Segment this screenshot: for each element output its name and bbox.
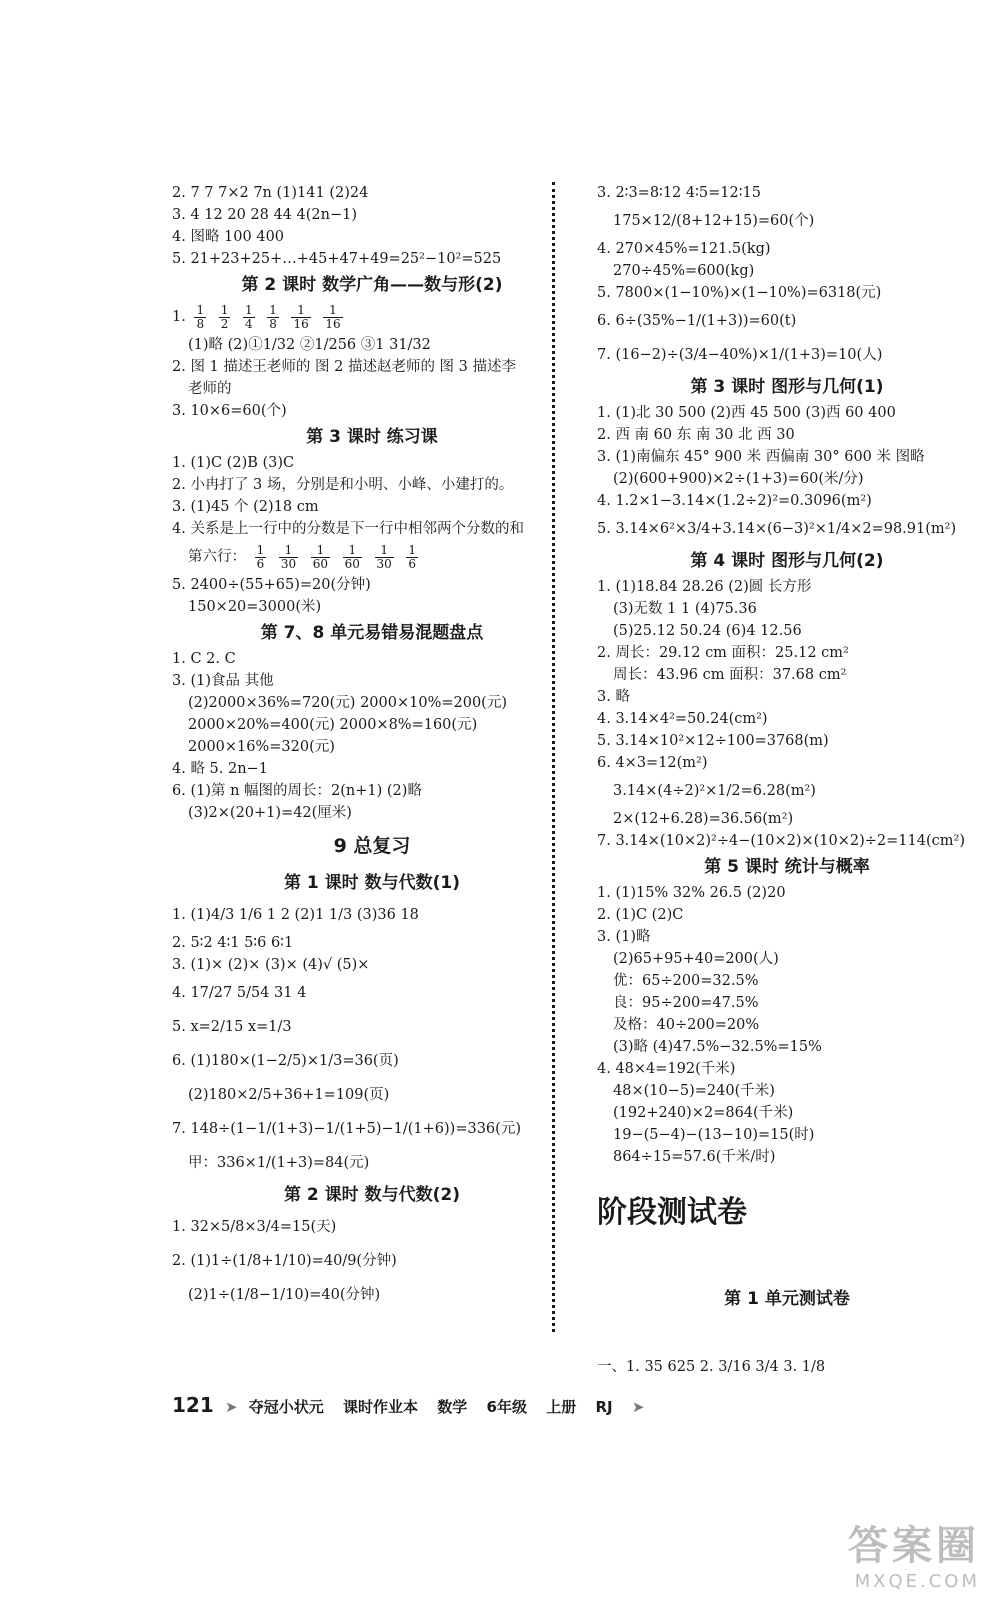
fraction xyxy=(375,544,394,571)
chapter-heading: 9 总复习 xyxy=(333,835,411,857)
denominator: 60 xyxy=(312,556,329,571)
answer-line xyxy=(172,300,572,334)
answer-line: 甲：336×1/(1+3)=84(元) xyxy=(188,1155,370,1171)
answer-line: 270÷45%=600(kg) xyxy=(613,263,755,279)
answer-line: 2. 图 1 描述王老师的 图 2 描述赵老师的 图 3 描述李 xyxy=(172,359,516,375)
numerator: 1 xyxy=(244,302,253,317)
answer-line: (2)180×2/5+36+1=109(页) xyxy=(188,1087,390,1103)
answer-line: (5)25.12 50.24 (6)4 12.56 xyxy=(613,623,802,639)
answer-line: (2)(600+900)×2÷(1+3)=60(米/分) xyxy=(613,471,864,487)
footer-grade: 6年级 xyxy=(486,1398,527,1416)
fraction xyxy=(267,304,279,331)
numerator: 1 xyxy=(311,544,330,558)
answer-line: 3. (1)南偏东 45° 900 米 西偏南 30° 600 米 图略 xyxy=(597,449,925,465)
arrow-icon: ➤ xyxy=(224,1398,238,1416)
lesson-heading: 第 5 课时 统计与概率 xyxy=(704,857,870,877)
numerator: 1 xyxy=(269,302,277,317)
answer-line: 5. 2400÷(55+65)=20(分钟) xyxy=(172,577,371,593)
fraction xyxy=(219,304,231,331)
answer-line: 3. (1)45 个 (2)18 cm xyxy=(172,499,319,515)
numerator: 1 xyxy=(408,542,417,557)
answer-line: (3)略 (4)47.5%−32.5%=15% xyxy=(613,1039,822,1055)
answer-line: 2. 周长：29.12 cm 面积：25.12 cm² xyxy=(597,645,849,661)
answer-line: 5. x=2/15 x=1/3 xyxy=(172,1019,292,1035)
answer-line: 2. 7 7 7×2 7n (1)141 (2)24 xyxy=(172,185,369,201)
denominator: 30 xyxy=(376,556,392,571)
spacer xyxy=(597,1248,977,1284)
answer-line: 150×20=3000(米) xyxy=(188,599,322,615)
fraction xyxy=(243,304,255,331)
fraction xyxy=(311,544,330,571)
answer-line: 4. 1.2×1−3.14×(1.2÷2)²=0.3096(m²) xyxy=(597,493,872,509)
answer-line: (1)略 (2)①1/32 ②1/256 ③1 31/32 xyxy=(188,337,431,353)
denominator: 30 xyxy=(280,556,297,571)
answer-line: 1. (1)18.84 28.26 (2)圆 长方形 xyxy=(597,579,812,595)
numerator: 1 xyxy=(279,544,298,558)
answer-line: (2)2000×36%=720(元) 2000×10%=200(元) xyxy=(188,695,507,711)
denominator: 4 xyxy=(244,316,253,331)
denominator: 60 xyxy=(344,556,360,571)
answer-line: 2. 小冉打了 3 场，分别是和小明、小峰、小建打的。 xyxy=(172,477,514,493)
answer-line: 5. 7800×(1−10%)×(1−10%)=6318(元) xyxy=(597,285,882,301)
answer-line: (2)65+95+40=200(人) xyxy=(613,951,779,967)
fraction xyxy=(255,544,267,571)
watermark-text: 答案圈 xyxy=(848,1523,980,1569)
lesson-heading: 第 2 课时 数学广角——数与形(2) xyxy=(241,275,503,295)
answer-line: 1. (1)C (2)B (3)C xyxy=(172,455,295,471)
answer-line: 7. (16−2)÷(3/4−40%)×1/(1+3)=10(人) xyxy=(597,347,883,363)
denominator: 6 xyxy=(256,556,265,571)
answer-line: 3. 2∶3=8∶12 4∶5=12∶15 xyxy=(597,185,761,201)
answer-line: 3. 4 12 20 28 44 4(2n−1) xyxy=(172,207,357,223)
fraction xyxy=(343,544,362,571)
answer-prefix: 1. xyxy=(172,309,191,325)
answer-line: 7. 148÷(1−1/(1+3)−1/(1+5)−1/(1+6))=336(元) xyxy=(172,1121,521,1137)
numerator: 1 xyxy=(291,304,310,318)
numerator: 1 xyxy=(220,302,229,317)
page-footer xyxy=(172,1393,650,1417)
answer-line: 864÷15=57.6(千米/时) xyxy=(613,1149,776,1165)
footer-book: 课时作业本 xyxy=(343,1398,419,1416)
answer-line: 6. (1)180×(1−2/5)×1/3=36(页) xyxy=(172,1053,399,1069)
answer-line: 1. (1)4/3 1/6 1 2 (2)1 1/3 (3)36 18 xyxy=(172,907,419,923)
answer-line: 良：95÷200=47.5% xyxy=(613,995,759,1011)
lesson-heading: 第 3 课时 练习课 xyxy=(306,427,438,447)
answer-line: 1. C 2. C xyxy=(172,651,236,667)
right-column xyxy=(597,182,977,1384)
footer-brand: 夺冠小状元 xyxy=(248,1398,324,1416)
answer-line: 6. 4×3=12(m²) xyxy=(597,755,708,771)
denominator: 16 xyxy=(293,316,309,331)
left-column xyxy=(172,182,572,1312)
fraction xyxy=(291,304,310,331)
answer-line: 3. (1)× (2)× (3)× (4)√ (5)× xyxy=(172,957,370,973)
answer-line: 3.14×(4÷2)²×1/2=6.28(m²) xyxy=(613,783,816,799)
answer-line: 4. 关系是上一行中的分数是下一行中相邻两个分数的和 xyxy=(172,521,524,537)
answer-line: 4. 3.14×4²=50.24(cm²) xyxy=(597,711,768,727)
fraction xyxy=(406,544,418,571)
denominator: 2 xyxy=(220,316,229,331)
answer-line: 2. (1)1÷(1/8+1/10)=40/9(分钟) xyxy=(172,1253,397,1269)
answer-line: 5. 21+23+25+…+45+47+49=25²−10²=525 xyxy=(172,251,502,267)
column-divider xyxy=(552,182,555,1332)
fraction xyxy=(323,304,342,331)
denominator: 8 xyxy=(269,316,277,331)
answer-line xyxy=(172,540,572,574)
numerator: 1 xyxy=(256,542,265,557)
answer-line: 2000×16%=320(元) xyxy=(188,739,335,755)
denominator: 8 xyxy=(196,316,205,331)
answer-line: 1. (1)北 30 500 (2)西 45 500 (3)西 60 400 xyxy=(597,405,896,421)
answer-line: 7. 3.14×(10×2)²÷4−(10×2)×(10×2)÷2=114(cm²) xyxy=(597,833,965,849)
answer-line: 5. 3.14×6²×3/4+3.14×(6−3)²×1/4×2=98.91(m²) xyxy=(597,521,957,537)
watermark-logo xyxy=(848,1514,980,1592)
lesson-heading: 第 1 单元测试卷 xyxy=(724,1289,850,1309)
fraction xyxy=(279,544,298,571)
denominator: 16 xyxy=(325,316,341,331)
answer-prefix: 第六行： xyxy=(188,549,251,565)
answer-line: 3. 略 xyxy=(597,689,630,705)
answer-line: (3)无数 1 1 (4)75.36 xyxy=(613,601,757,617)
answer-line: 4. 图略 100 400 xyxy=(172,229,285,245)
answer-line: 48×(10−5)=240(千米) xyxy=(613,1083,775,1099)
answer-line: 5. 3.14×10²×12÷100=3768(m) xyxy=(597,733,829,749)
answer-line: 2. 5∶2 4∶1 5∶6 6∶1 xyxy=(172,935,294,951)
answer-line: 老师的 xyxy=(188,381,232,397)
numerator: 1 xyxy=(343,544,362,558)
answer-line: 1. (1)15% 32% 26.5 (2)20 xyxy=(597,885,786,901)
watermark-url: MXQE.COM xyxy=(854,1571,980,1592)
answer-line: 4. 270×45%=121.5(kg) xyxy=(597,241,771,257)
numerator: 1 xyxy=(375,544,394,558)
answer-line: 6. 6÷(35%−1/(1+3))=60(t) xyxy=(597,313,797,329)
footer-subject: 数学 xyxy=(437,1398,468,1416)
lesson-heading: 第 3 课时 图形与几何(1) xyxy=(690,377,884,397)
answer-line: 19−(5−4)−(13−10)=15(时) xyxy=(613,1127,815,1143)
arrow-icon: ➤ xyxy=(631,1398,645,1416)
lesson-heading: 第 2 课时 数与代数(2) xyxy=(284,1185,460,1205)
answer-line: 2. 西 南 60 东 南 30 北 西 30 xyxy=(597,427,795,443)
footer-edition: RJ xyxy=(595,1398,613,1416)
numerator: 1 xyxy=(196,302,205,317)
answer-line: 优：65÷200=32.5% xyxy=(613,973,759,989)
answer-line: 2000×20%=400(元) 2000×8%=160(元) xyxy=(188,717,478,733)
fraction xyxy=(194,304,206,331)
numerator: 1 xyxy=(323,304,342,318)
answer-line: (192+240)×2=864(千米) xyxy=(613,1105,794,1121)
lesson-heading: 第 7、8 单元易错易混题盘点 xyxy=(260,623,484,643)
section-title: 阶段测试卷 xyxy=(597,1195,747,1230)
answer-line: (3)2×(20+1)=42(厘米) xyxy=(188,805,352,821)
answer-line: 4. 48×4=192(千米) xyxy=(597,1061,736,1077)
answer-line: 4. 略 5. 2n−1 xyxy=(172,761,268,777)
answer-line: 6. (1)第 n 幅图的周长：2(n+1) (2)略 xyxy=(172,783,422,799)
answer-line: 一、1. 35 625 2. 3/16 3/4 3. 1/8 xyxy=(597,1359,826,1375)
answer-line: 1. 32×5/8×3/4=15(天) xyxy=(172,1219,337,1235)
answer-line: (2)1÷(1/8−1/10)=40(分钟) xyxy=(188,1287,381,1303)
answer-line: 2. (1)C (2)C xyxy=(597,907,684,923)
answer-line: 3. 10×6=60(个) xyxy=(172,403,287,419)
answer-line: 周长：43.96 cm 面积：37.68 cm² xyxy=(613,667,847,683)
lesson-heading: 第 4 课时 图形与几何(2) xyxy=(690,551,884,571)
answer-line: 及格：40÷200=20% xyxy=(613,1017,760,1033)
answer-line: 175×12/(8+12+15)=60(个) xyxy=(613,213,815,229)
page-number: 121 xyxy=(172,1393,214,1417)
spacer xyxy=(597,1314,977,1350)
answer-line: 2×(12+6.28)=36.56(m²) xyxy=(613,811,794,827)
answer-line: 3. (1)食品 其他 xyxy=(172,673,274,689)
lesson-heading: 第 1 课时 数与代数(1) xyxy=(284,873,460,893)
answer-line: 3. (1)略 xyxy=(597,929,651,945)
footer-volume: 上册 xyxy=(546,1398,577,1416)
denominator: 6 xyxy=(408,556,417,571)
answer-line: 4. 17/27 5/54 31 4 xyxy=(172,985,307,1001)
